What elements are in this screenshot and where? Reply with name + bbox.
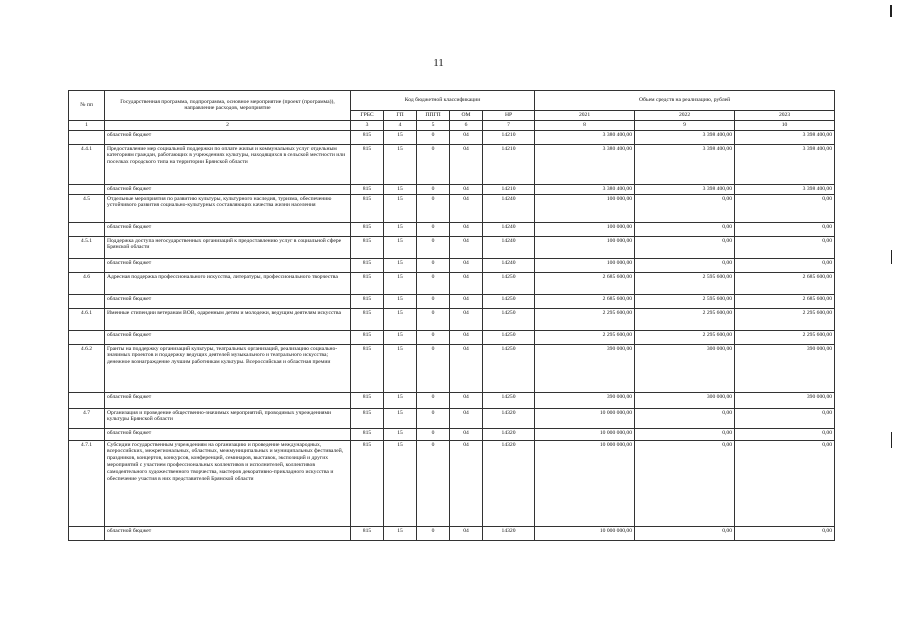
column-number: 1: [69, 120, 105, 130]
row-name: областной бюджет: [105, 330, 351, 344]
row-code-nr: 14250: [483, 344, 535, 392]
row-code-ppgp: 0: [417, 236, 450, 258]
row-code-om: 04: [450, 308, 483, 330]
row-amount-2021: 3 380 400,00: [535, 184, 635, 194]
row-amount-2022: 300 000,00: [635, 392, 735, 408]
row-code-grbs: 815: [351, 222, 384, 236]
header-year-2021: 2021: [535, 111, 635, 121]
column-number: 4: [384, 120, 417, 130]
row-number: 4.4.1: [69, 144, 105, 184]
header-amount-group: Объем средств на реализацию, рублей: [535, 91, 835, 111]
row-name: Предоставление мер социальной поддержки по оплате жилья и коммунальных услуг отдельным категориям граждан, работающих в учреждениях культуры, находящихся в сельской местности или поселках городского типа на территории Брянской области: [105, 144, 351, 184]
row-code-ppgp: 0: [417, 428, 450, 440]
row-code-om: 04: [450, 184, 483, 194]
row-amount-2021: 2 295 600,00: [535, 308, 635, 330]
table-row: [69, 130, 835, 144]
row-code-nr: 14240: [483, 194, 535, 222]
row-code-om: 04: [450, 144, 483, 184]
row-code-grbs: 815: [351, 308, 384, 330]
row-code-nr: 14240: [483, 258, 535, 272]
row-code-nr: 14320: [483, 428, 535, 440]
row-amount-2022: 0,00: [635, 222, 735, 236]
row-amount-2021: 2 685 600,00: [535, 272, 635, 294]
row-code-gp: 15: [384, 194, 417, 222]
row-code-grbs: 815: [351, 526, 384, 540]
column-number: 9: [635, 120, 735, 130]
row-code-nr: 14320: [483, 440, 535, 526]
row-code-gp: 15: [384, 428, 417, 440]
row-amount-2023: 0,00: [735, 194, 835, 222]
row-amount-2022: 3 398 400,00: [635, 130, 735, 144]
header-program: Государственная программа, подпрограмма, основное мероприятие (проект (программа)), направление расходов, мероприятие: [105, 91, 351, 121]
row-code-grbs: 815: [351, 144, 384, 184]
table-row: [69, 144, 835, 184]
row-code-grbs: 815: [351, 194, 384, 222]
row-code-ppgp: 0: [417, 408, 450, 428]
row-name: областной бюджет: [105, 222, 351, 236]
row-amount-2023: 2 685 600,00: [735, 272, 835, 294]
row-number: 4.6: [69, 272, 105, 294]
row-code-ppgp: 0: [417, 294, 450, 308]
row-name: областной бюджет: [105, 184, 351, 194]
row-code-nr: 14250: [483, 294, 535, 308]
row-code-gp: 15: [384, 392, 417, 408]
row-amount-2023: 2 295 600,00: [735, 308, 835, 330]
column-number: 10: [735, 120, 835, 130]
row-code-gp: 15: [384, 344, 417, 392]
table-row: [69, 392, 835, 408]
column-number: 8: [535, 120, 635, 130]
row-code-om: 04: [450, 130, 483, 144]
row-code-nr: 14320: [483, 408, 535, 428]
row-amount-2022: 0,00: [635, 194, 735, 222]
row-amount-2022: 0,00: [635, 440, 735, 526]
table-row: [69, 194, 835, 222]
table-row: [69, 440, 835, 526]
row-code-grbs: 815: [351, 272, 384, 294]
table-row: [69, 526, 835, 540]
header-code-group: Код бюджетной классификации: [351, 91, 535, 111]
column-number: 5: [417, 120, 450, 130]
row-code-ppgp: 0: [417, 440, 450, 526]
row-name: Гранты на поддержку организаций культуры, театральных организаций, реализацию социально-значимых проектов и поддержку ведущих деятелей музыкального и театрального искусства; денежное вознаграждение лучшим работникам культуры. Всероссийская и областная премии: [105, 344, 351, 392]
column-number: 2: [105, 120, 351, 130]
row-code-nr: 14250: [483, 330, 535, 344]
row-name: областной бюджет: [105, 392, 351, 408]
header-code-grbs: ГРБС: [351, 111, 384, 121]
row-number: [69, 130, 105, 144]
row-amount-2023: 0,00: [735, 428, 835, 440]
table-body: [69, 130, 835, 540]
row-code-ppgp: 0: [417, 144, 450, 184]
column-number: 7: [483, 120, 535, 130]
header-code-gp: ГП: [384, 111, 417, 121]
row-amount-2023: 2 685 600,00: [735, 294, 835, 308]
row-code-grbs: 815: [351, 392, 384, 408]
row-code-om: 04: [450, 526, 483, 540]
row-amount-2021: 100 000,00: [535, 194, 635, 222]
row-amount-2021: 100 000,00: [535, 258, 635, 272]
row-amount-2022: 0,00: [635, 236, 735, 258]
row-code-nr: 14250: [483, 272, 535, 294]
row-code-om: 04: [450, 330, 483, 344]
row-code-grbs: 815: [351, 294, 384, 308]
row-amount-2021: 2 295 600,00: [535, 330, 635, 344]
row-name: Организация и проведение общественно-значимых мероприятий, проводимых учреждениями культуры Брянской области: [105, 408, 351, 428]
row-code-gp: 15: [384, 130, 417, 144]
row-code-om: 04: [450, 344, 483, 392]
row-amount-2023: 390 000,00: [735, 392, 835, 408]
row-name: Субсидии государственным учреждениям на организацию и проведение международных, всероссийских, межрегиональных, областных, межмуниципальных и муниципальных фестивалей, праздников, концертов, конкурсов, конференций, семинаров, выставок, экспозиций и других мероприятий с участием профессиональных коллективов и исполнителей, коллективов самодеятельного художественного творчества, мастеров декоративно-прикладного искусства и обеспечение участия в них представителей Брянской области: [105, 440, 351, 526]
row-number: [69, 392, 105, 408]
row-amount-2023: 3 398 400,00: [735, 184, 835, 194]
row-code-gp: 15: [384, 294, 417, 308]
row-number: 4.6.1: [69, 308, 105, 330]
table-row: [69, 272, 835, 294]
table-row: [69, 222, 835, 236]
row-code-ppgp: 0: [417, 526, 450, 540]
scan-edge-mark: [891, 432, 892, 448]
row-amount-2021: 10 000 000,00: [535, 428, 635, 440]
row-code-ppgp: 0: [417, 392, 450, 408]
row-amount-2021: 10 000 000,00: [535, 526, 635, 540]
row-number: [69, 222, 105, 236]
row-code-nr: 14250: [483, 392, 535, 408]
row-number: 4.5.1: [69, 236, 105, 258]
column-number: 6: [450, 120, 483, 130]
row-name: областной бюджет: [105, 258, 351, 272]
row-code-nr: 14250: [483, 308, 535, 330]
row-code-ppgp: 0: [417, 330, 450, 344]
row-code-grbs: 815: [351, 330, 384, 344]
row-code-om: 04: [450, 408, 483, 428]
row-name: Отдельные мероприятия по развитию культуры, культурного наследия, туризма, обеспечению устойчивого развития социально-культурных составляющих качества жизни населения: [105, 194, 351, 222]
row-code-grbs: 815: [351, 408, 384, 428]
row-code-ppgp: 0: [417, 258, 450, 272]
row-amount-2023: 390 000,00: [735, 344, 835, 392]
row-code-gp: 15: [384, 222, 417, 236]
budget-table: [68, 90, 835, 541]
row-amount-2023: 3 398 400,00: [735, 130, 835, 144]
table-row: [69, 236, 835, 258]
scan-edge-mark: [890, 5, 892, 17]
row-amount-2022: 0,00: [635, 408, 735, 428]
header-code-nr: НР: [483, 111, 535, 121]
page-number: 11: [433, 57, 444, 69]
row-code-om: 04: [450, 236, 483, 258]
row-code-om: 04: [450, 222, 483, 236]
row-amount-2023: 0,00: [735, 440, 835, 526]
row-name: Адресная поддержка профессионального искусства, литературы, профессионального творчества: [105, 272, 351, 294]
header-code-om: ОМ: [450, 111, 483, 121]
row-code-gp: 15: [384, 330, 417, 344]
row-code-nr: 14240: [483, 222, 535, 236]
row-code-grbs: 815: [351, 428, 384, 440]
row-amount-2023: 3 398 400,00: [735, 144, 835, 184]
row-code-ppgp: 0: [417, 308, 450, 330]
row-code-nr: 14210: [483, 130, 535, 144]
table-row: [69, 344, 835, 392]
row-amount-2023: 0,00: [735, 236, 835, 258]
row-name: областной бюджет: [105, 294, 351, 308]
row-amount-2021: 100 000,00: [535, 222, 635, 236]
row-amount-2022: 0,00: [635, 258, 735, 272]
table-row: [69, 408, 835, 428]
row-code-om: 04: [450, 392, 483, 408]
row-code-grbs: 815: [351, 184, 384, 194]
row-code-grbs: 815: [351, 236, 384, 258]
header-code-ppgp: ППГП: [417, 111, 450, 121]
row-amount-2021: 100 000,00: [535, 236, 635, 258]
row-code-gp: 15: [384, 184, 417, 194]
table-row: [69, 428, 835, 440]
header-number: № пп: [69, 91, 105, 121]
row-amount-2022: 2 295 600,00: [635, 308, 735, 330]
row-number: 4.7: [69, 408, 105, 428]
row-number: 4.7.1: [69, 440, 105, 526]
row-code-om: 04: [450, 258, 483, 272]
row-code-gp: 15: [384, 144, 417, 184]
row-amount-2021: 10 000 000,00: [535, 408, 635, 428]
row-number: [69, 184, 105, 194]
row-code-nr: 14210: [483, 144, 535, 184]
row-code-gp: 15: [384, 236, 417, 258]
row-code-gp: 15: [384, 272, 417, 294]
row-code-ppgp: 0: [417, 344, 450, 392]
row-code-nr: 14320: [483, 526, 535, 540]
row-amount-2022: 0,00: [635, 526, 735, 540]
row-number: [69, 428, 105, 440]
row-name: Именные стипендии ветеранам ВОВ, одаренным детям и молодежи, ведущим деятелям искусства: [105, 308, 351, 330]
row-amount-2021: 3 380 400,00: [535, 130, 635, 144]
scan-edge-mark: [891, 250, 892, 264]
table-row: [69, 294, 835, 308]
row-amount-2021: 2 685 600,00: [535, 294, 635, 308]
row-amount-2022: 2 595 600,00: [635, 272, 735, 294]
row-code-ppgp: 0: [417, 184, 450, 194]
row-amount-2023: 2 295 600,00: [735, 330, 835, 344]
row-number: [69, 258, 105, 272]
row-code-gp: 15: [384, 308, 417, 330]
row-code-ppgp: 0: [417, 272, 450, 294]
table-row: [69, 258, 835, 272]
row-code-nr: 14240: [483, 236, 535, 258]
header-year-2022: 2022: [635, 111, 735, 121]
header-year-2023: 2023: [735, 111, 835, 121]
row-amount-2021: 390 000,00: [535, 344, 635, 392]
row-name: областной бюджет: [105, 428, 351, 440]
row-code-ppgp: 0: [417, 130, 450, 144]
row-number: [69, 294, 105, 308]
row-amount-2022: 2 295 600,00: [635, 330, 735, 344]
row-amount-2023: 0,00: [735, 222, 835, 236]
row-name: Поддержка доступа негосударственных организаций к предоставлению услуг в социальной сфере Брянской области: [105, 236, 351, 258]
row-name: областной бюджет: [105, 526, 351, 540]
row-amount-2023: 0,00: [735, 408, 835, 428]
column-number: 3: [351, 120, 384, 130]
row-number: 4.6.2: [69, 344, 105, 392]
row-amount-2022: 3 398 400,00: [635, 144, 735, 184]
table-row: [69, 308, 835, 330]
row-code-grbs: 815: [351, 130, 384, 144]
row-number: 4.5: [69, 194, 105, 222]
table-row: [69, 184, 835, 194]
row-code-gp: 15: [384, 258, 417, 272]
row-code-gp: 15: [384, 408, 417, 428]
row-amount-2023: 0,00: [735, 258, 835, 272]
row-code-grbs: 815: [351, 344, 384, 392]
row-code-om: 04: [450, 428, 483, 440]
row-code-om: 04: [450, 272, 483, 294]
row-amount-2021: 10 000 000,00: [535, 440, 635, 526]
row-code-om: 04: [450, 194, 483, 222]
row-amount-2022: 3 398 400,00: [635, 184, 735, 194]
row-amount-2022: 0,00: [635, 428, 735, 440]
row-name: областной бюджет: [105, 130, 351, 144]
row-code-ppgp: 0: [417, 194, 450, 222]
row-number: [69, 526, 105, 540]
row-code-grbs: 815: [351, 440, 384, 526]
row-amount-2023: 0,00: [735, 526, 835, 540]
row-amount-2022: 2 595 600,00: [635, 294, 735, 308]
table-row: [69, 330, 835, 344]
row-code-om: 04: [450, 440, 483, 526]
row-amount-2021: 390 000,00: [535, 392, 635, 408]
row-code-nr: 14210: [483, 184, 535, 194]
row-code-gp: 15: [384, 440, 417, 526]
row-code-om: 04: [450, 294, 483, 308]
row-amount-2021: 3 380 400,00: [535, 144, 635, 184]
row-code-ppgp: 0: [417, 222, 450, 236]
row-code-grbs: 815: [351, 258, 384, 272]
row-code-gp: 15: [384, 526, 417, 540]
row-amount-2022: 300 000,00: [635, 344, 735, 392]
row-number: [69, 330, 105, 344]
